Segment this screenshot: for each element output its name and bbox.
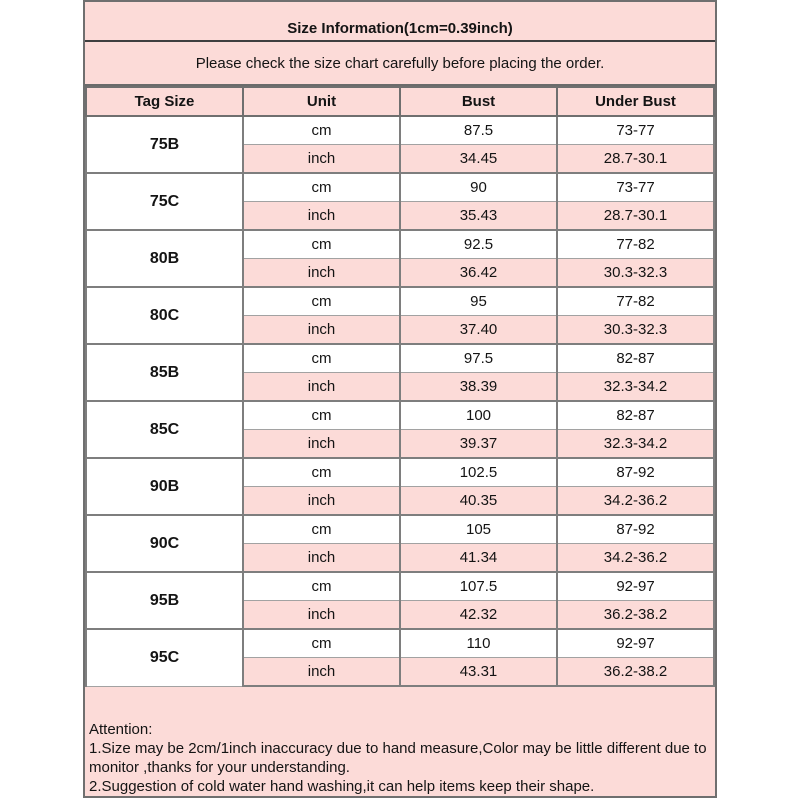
col-header-bust: Bust <box>400 87 557 116</box>
table-row <box>86 230 714 259</box>
under-bust-cell: 77-82 <box>557 287 714 316</box>
unit-cell: inch <box>243 145 400 174</box>
bust-cell: 97.5 <box>400 344 557 373</box>
tag-size-cell: 95C <box>86 629 243 686</box>
unit-cell: cm <box>243 116 400 145</box>
unit-cell: cm <box>243 287 400 316</box>
unit-cell: inch <box>243 544 400 573</box>
under-bust-cell: 77-82 <box>557 230 714 259</box>
tag-size-cell: 90C <box>86 515 243 572</box>
tag-size-cell: 75B <box>86 116 243 173</box>
bust-cell: 107.5 <box>400 572 557 601</box>
under-bust-cell: 92-97 <box>557 572 714 601</box>
table-row <box>86 458 714 487</box>
bust-cell: 39.37 <box>400 430 557 459</box>
attention-note-1: 1.Size may be 2cm/1inch inaccuracy due to hand measure,Color may be little different due to monitor ,thanks for your understanding. <box>89 740 707 776</box>
bust-cell: 90 <box>400 173 557 202</box>
size-table <box>85 86 715 687</box>
table-row <box>86 401 714 430</box>
table-row <box>86 344 714 373</box>
bust-cell: 34.45 <box>400 145 557 174</box>
bust-cell: 37.40 <box>400 316 557 345</box>
under-bust-cell: 34.2-36.2 <box>557 487 714 516</box>
under-bust-cell: 28.7-30.1 <box>557 202 714 231</box>
tag-size-cell: 85B <box>86 344 243 401</box>
unit-cell: inch <box>243 259 400 288</box>
bust-cell: 110 <box>400 629 557 658</box>
under-bust-cell: 82-87 <box>557 401 714 430</box>
unit-cell: cm <box>243 572 400 601</box>
under-bust-cell: 82-87 <box>557 344 714 373</box>
bust-cell: 40.35 <box>400 487 557 516</box>
tag-size-cell: 85C <box>86 401 243 458</box>
unit-cell: inch <box>243 430 400 459</box>
bust-cell: 43.31 <box>400 658 557 687</box>
under-bust-cell: 36.2-38.2 <box>557 658 714 687</box>
table-row <box>86 572 714 601</box>
unit-cell: cm <box>243 230 400 259</box>
bust-cell: 102.5 <box>400 458 557 487</box>
unit-cell: cm <box>243 401 400 430</box>
unit-cell: cm <box>243 515 400 544</box>
table-row <box>86 629 714 658</box>
page-title: Size Information(1cm=0.39inch) <box>85 2 715 42</box>
bust-cell: 36.42 <box>400 259 557 288</box>
under-bust-cell: 30.3-32.3 <box>557 316 714 345</box>
page-subtitle: Please check the size chart carefully before placing the order. <box>85 42 715 86</box>
attention-note-2: 2.Suggestion of cold water hand washing,it can help items keep their shape. <box>89 778 595 795</box>
col-header-unit: Unit <box>243 87 400 116</box>
size-chart-sheet <box>83 0 717 798</box>
bust-cell: 92.5 <box>400 230 557 259</box>
under-bust-cell: 30.3-32.3 <box>557 259 714 288</box>
bust-cell: 100 <box>400 401 557 430</box>
bust-cell: 105 <box>400 515 557 544</box>
under-bust-cell: 73-77 <box>557 116 714 145</box>
unit-cell: inch <box>243 373 400 402</box>
under-bust-cell: 73-77 <box>557 173 714 202</box>
bust-cell: 35.43 <box>400 202 557 231</box>
unit-cell: inch <box>243 487 400 516</box>
unit-cell: cm <box>243 458 400 487</box>
unit-cell: cm <box>243 629 400 658</box>
tag-size-cell: 80B <box>86 230 243 287</box>
tag-size-cell: 90B <box>86 458 243 515</box>
under-bust-cell: 87-92 <box>557 515 714 544</box>
unit-cell: inch <box>243 316 400 345</box>
under-bust-cell: 87-92 <box>557 458 714 487</box>
table-row <box>86 515 714 544</box>
bust-cell: 38.39 <box>400 373 557 402</box>
under-bust-cell: 32.3-34.2 <box>557 430 714 459</box>
unit-cell: inch <box>243 601 400 630</box>
table-header-row <box>86 87 714 116</box>
table-row <box>86 287 714 316</box>
attention-heading: Attention: <box>89 721 153 738</box>
under-bust-cell: 34.2-36.2 <box>557 544 714 573</box>
tag-size-cell: 80C <box>86 287 243 344</box>
tag-size-cell: 95B <box>86 572 243 629</box>
unit-cell: cm <box>243 173 400 202</box>
under-bust-cell: 28.7-30.1 <box>557 145 714 174</box>
col-header-tag-size: Tag Size <box>86 87 243 116</box>
bust-cell: 41.34 <box>400 544 557 573</box>
unit-cell: cm <box>243 344 400 373</box>
table-row <box>86 116 714 145</box>
unit-cell: inch <box>243 202 400 231</box>
bust-cell: 95 <box>400 287 557 316</box>
tag-size-cell: 75C <box>86 173 243 230</box>
bust-cell: 87.5 <box>400 116 557 145</box>
bust-cell: 42.32 <box>400 601 557 630</box>
under-bust-cell: 36.2-38.2 <box>557 601 714 630</box>
attention-note <box>85 687 715 796</box>
table-row <box>86 173 714 202</box>
unit-cell: inch <box>243 658 400 687</box>
col-header-under-bust: Under Bust <box>557 87 714 116</box>
under-bust-cell: 32.3-34.2 <box>557 373 714 402</box>
under-bust-cell: 92-97 <box>557 629 714 658</box>
